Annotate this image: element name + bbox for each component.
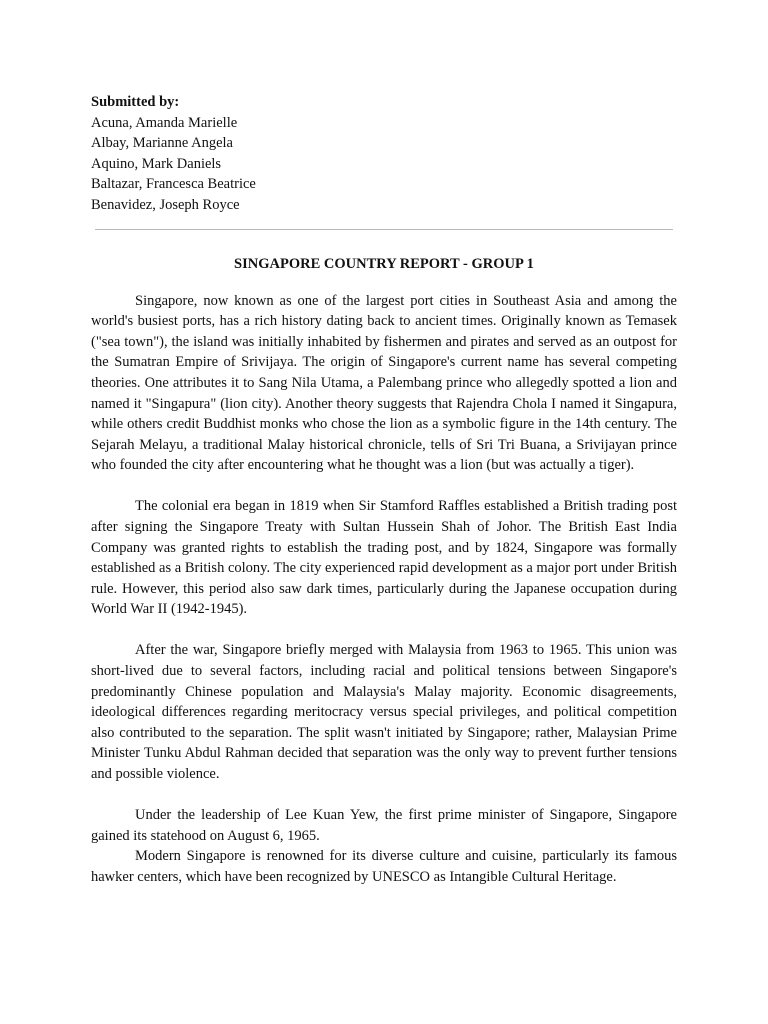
member-name: Aquino, Mark Daniels (91, 155, 222, 172)
submitted-by-block (91, 92, 677, 216)
member-name: Albay, Marianne Angela (91, 135, 233, 152)
member-name: Acuna, Amanda Marielle (91, 114, 238, 131)
report-title: SINGAPORE COUNTRY REPORT - GROUP 1 (234, 255, 534, 272)
body-paragraph-statehood: Under the leadership of Lee Kuan Yew, the first prime minister of Singapore, Singapore gained its statehood on August 6, 1965. (91, 807, 677, 844)
horizontal-divider (95, 229, 673, 230)
body-paragraph-malaysia-merger: After the war, Singapore briefly merged with Malaysia from 1963 to 1965. This union was short-lived due to several factors, including racial and political tensions between Singapore's predominantly Chinese population and Malaysia's Malay majority. Economic disagreements, ideological differences regarding meritocracy versus special privileges, and political competition also contributed to the separation. The split wasn't initiated by Singapore; rather, Malaysian Prime Minister Tunku Abdul Rahman decided that separation was the only way to prevent further tensions and possible violence. (91, 642, 677, 783)
body-paragraph-colonial-era: The colonial era began in 1819 when Sir Stamford Raffles established a British trading post after signing the Singapore Treaty with Sultan Hussein Shah of Johor. The British East India Company was granted rights to establish the trading post, and by 1824, Singapore was formally established as a British colony. The city experienced rapid development as a major port under British rule. However, this period also saw dark times, particularly during the Japanese occupation during World War II (1942-1945). (91, 498, 677, 618)
document-page (91, 92, 677, 888)
submitted-by-label: Submitted by: (91, 94, 180, 110)
body-paragraph-modern-singapore: Modern Singapore is renowned for its diverse culture and cuisine, particularly its famous hawker centers, which have been recognized by UNESCO as Intangible Cultural Heritage. (91, 848, 677, 885)
member-name: Baltazar, Francesca Beatrice (91, 176, 256, 193)
body-paragraph-history: Singapore, now known as one of the largest port cities in Southeast Asia and among the world's busiest ports, has a rich history dating back to ancient times. Originally known as Temasek ("sea town"), the island was initially inhabited by fishermen and pirates and served as an outpost for the Sumatran Empire of Srivijaya. The origin of Singapore's current name has several competing theories. One attributes it to Sang Nila Utama, a Palembang prince who allegedly spotted a lion and named it "Singapura" (lion city). Another theory suggests that Rajendra Chola I named it Singapura, while others credit Buddhist monks who chose the lion as a symbolic figure in the 14th century. The Sejarah Melayu, a traditional Malay historical chronicle, tells of Sri Tri Buana, a Srivijayan prince who founded the city after encountering what he thought was a lion (but was actually a tiger). (91, 292, 677, 474)
member-name: Benavidez, Joseph Royce (91, 196, 240, 213)
